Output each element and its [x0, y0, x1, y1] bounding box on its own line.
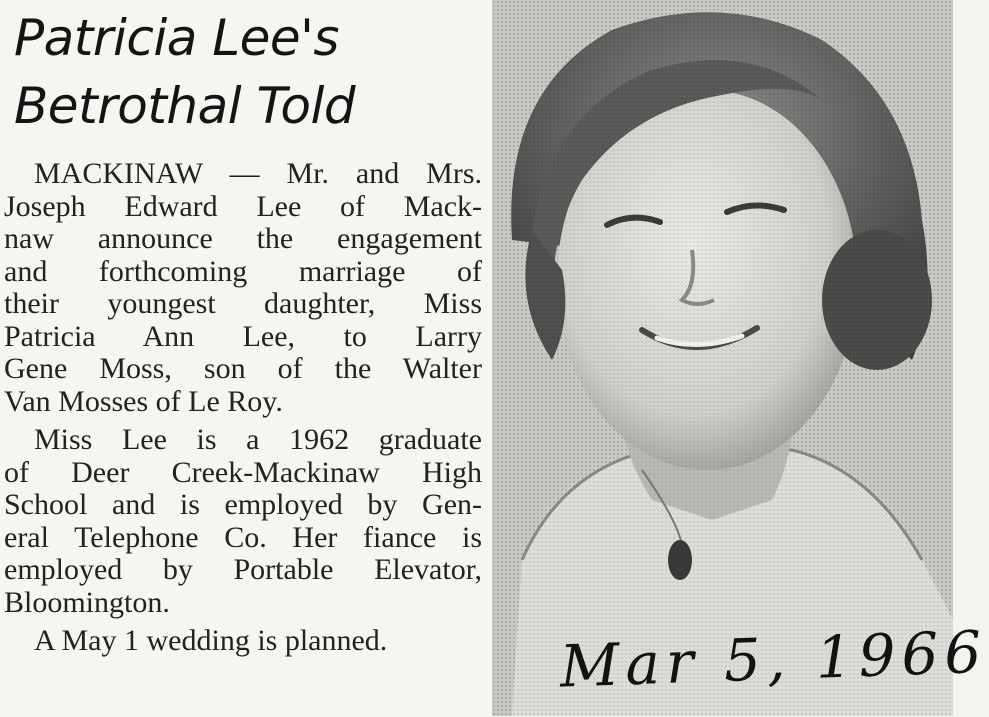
text-line: naw announce the engagement [4, 222, 482, 255]
paragraph-2 [4, 424, 482, 619]
text-line: Miss Lee is a 1962 graduate [34, 423, 482, 456]
text-line: Van Mosses of Le Roy. [4, 384, 283, 418]
portrait-photo [492, 0, 989, 716]
text-line: eral Telephone Co. Her fiance is [4, 520, 482, 554]
text-line: Patricia Ann Lee, to Larry [4, 319, 482, 353]
headline [14, 4, 484, 140]
text-line: A May 1 wedding is planned. [34, 624, 388, 657]
text-line: Gene Moss, son of the Walter [4, 352, 482, 385]
article-body [4, 158, 482, 664]
article-column [0, 0, 495, 716]
portrait-illustration [492, 0, 989, 716]
text-line: Bloomington. [4, 585, 170, 619]
headline-line-1: Patricia Lee's [14, 9, 339, 67]
text-line: employed by Portable Elevator, [4, 553, 482, 586]
text-line: School and is employed by Gen- [4, 488, 482, 521]
text-line: MACKINAW — Mr. and Mrs. [34, 157, 482, 190]
paragraph-1 [4, 158, 482, 418]
paragraph-3 [4, 625, 482, 658]
text-line: and forthcoming marriage of [4, 254, 482, 288]
text-line: Joseph Edward Lee of Mack- [4, 189, 482, 223]
text-line: their youngest daughter, Miss [4, 287, 482, 320]
text-line: of Deer Creek-Mackinaw High [4, 455, 482, 489]
headline-line-2: Betrothal Told [14, 77, 356, 135]
handwritten-date: Mar 5, 1966 [558, 617, 989, 701]
